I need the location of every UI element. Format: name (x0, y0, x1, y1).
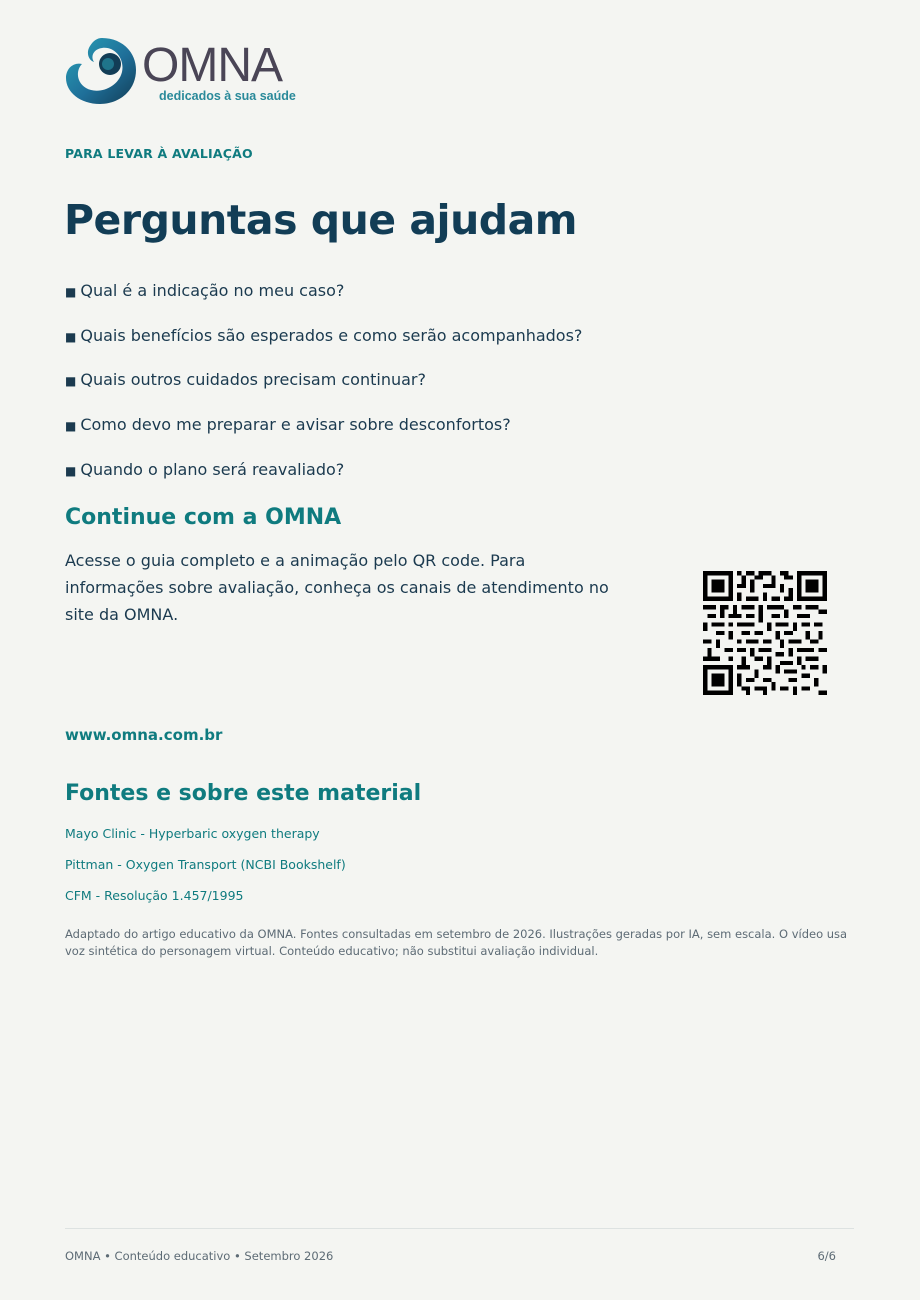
omna-swirl-icon (64, 34, 140, 106)
question-item (65, 414, 582, 459)
footer-text: OMNA • Conteúdo educativo • Setembro 2026 (65, 1249, 334, 1263)
footer-divider (65, 1228, 854, 1229)
bullet-icon: ■ (65, 285, 77, 299)
bullet-icon: ■ (65, 374, 77, 389)
sources-heading: Fontes e sobre este material (65, 781, 422, 806)
qr-code-icon[interactable] (703, 571, 827, 695)
brand-wordmark: OMNA (142, 39, 282, 92)
continue-heading: Continue com a OMNA (65, 505, 342, 530)
bullet-icon: ■ (65, 463, 77, 478)
continue-text: Acesse o guia completo e a animação pelo QR code. Para informações sobre avaliação, conheça os canais de atendimento no site da OMNA. (65, 551, 609, 624)
question-item (65, 369, 582, 414)
brand-tagline: dedicados à sua saúde (159, 89, 296, 103)
website-link[interactable]: www.omna.com.br (65, 726, 223, 744)
material-note: Adaptado do artigo educativo da OMNA. Fontes consultadas em setembro de 2026. Ilustrações geradas por IA, sem escala. O vídeo usa voz sintética do personagem virtual. Conteúdo educativo; não substitui avaliação individual. (65, 927, 848, 958)
source-link[interactable]: Pittman - Oxygen Transport (NCBI Bookshelf) (65, 857, 346, 872)
source-link[interactable]: CFM - Resolução 1.457/1995 (65, 888, 244, 903)
page-title: Perguntas que ajudam (64, 196, 578, 244)
question-item (65, 325, 582, 370)
question-text: Como devo me preparar e avisar sobre desconfortos? (80, 415, 511, 435)
question-item (65, 459, 582, 504)
bullet-icon: ■ (65, 419, 77, 434)
question-text: Qual é a indicação no meu caso? (80, 281, 345, 300)
page-number: 6/6 (817, 1249, 836, 1263)
questions-list (65, 280, 582, 503)
question-text: Quais benefícios são esperados e como serão acompanhados? (80, 325, 583, 345)
sources-list (65, 825, 346, 918)
question-item (65, 280, 582, 325)
bullet-icon: ■ (65, 329, 77, 344)
omna-logo (64, 34, 314, 106)
question-text: Quais outros cuidados precisam continuar? (80, 370, 426, 390)
eyebrow-label: PARA LEVAR À AVALIAÇÃO (65, 146, 253, 161)
question-text: Quando o plano será reavaliado? (80, 459, 345, 479)
source-link[interactable]: Mayo Clinic - Hyperbaric oxygen therapy (65, 826, 320, 841)
